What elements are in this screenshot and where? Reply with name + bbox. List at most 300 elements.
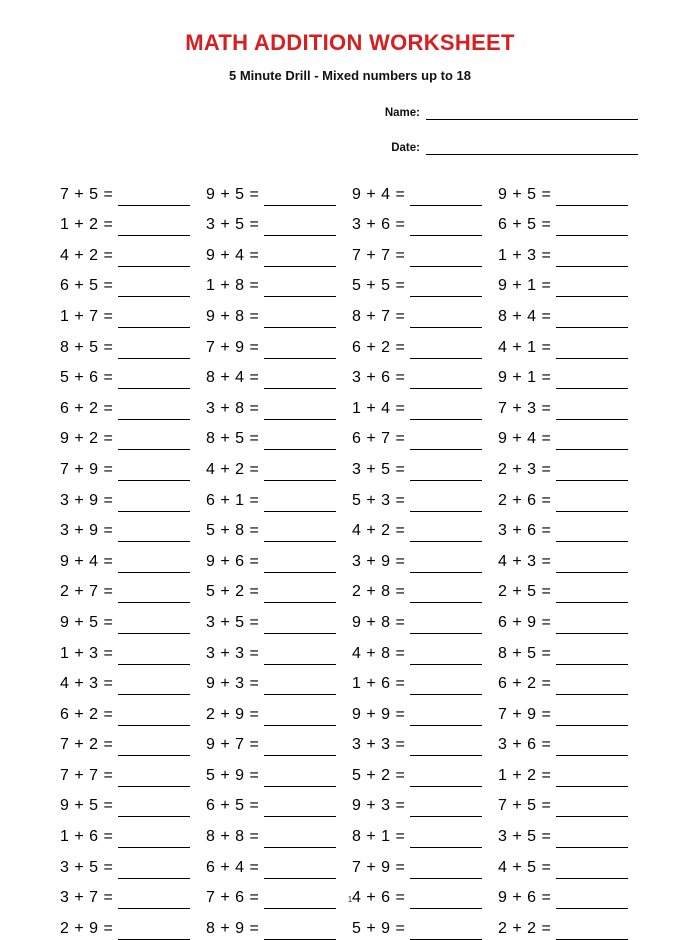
problem-row: [498, 267, 644, 298]
problem-expression: 9 + 4 =: [352, 185, 406, 203]
problems-grid: [0, 175, 700, 940]
problem-column-2: [206, 175, 352, 940]
problem-row: [60, 420, 206, 451]
problem-expression: 3 + 5 =: [498, 828, 552, 846]
problem-row: [60, 512, 206, 543]
problem-expression: 9 + 1 =: [498, 369, 552, 387]
answer-line[interactable]: [264, 278, 336, 297]
problem-expression: 2 + 7 =: [60, 583, 114, 601]
answer-line[interactable]: [556, 431, 628, 450]
problem-expression: 6 + 7 =: [352, 430, 406, 448]
problem-expression: 8 + 5 =: [60, 338, 114, 356]
problem-row: [498, 450, 644, 481]
answer-line[interactable]: [410, 431, 482, 450]
answer-line[interactable]: [118, 737, 190, 756]
problem-expression: 9 + 5 =: [60, 613, 114, 631]
problem-row: [498, 726, 644, 757]
answer-line[interactable]: [556, 676, 628, 695]
problem-expression: 4 + 2 =: [206, 460, 260, 478]
problem-row: [498, 542, 644, 573]
answer-line[interactable]: [264, 798, 336, 817]
problem-expression: 3 + 8 =: [206, 399, 260, 417]
problem-row: [498, 634, 644, 665]
answer-line[interactable]: [556, 309, 628, 328]
answer-line[interactable]: [410, 309, 482, 328]
answer-line[interactable]: [264, 340, 336, 359]
name-field-row: [0, 105, 638, 120]
answer-line[interactable]: [118, 860, 190, 879]
answer-line[interactable]: [264, 217, 336, 236]
problem-row: [60, 603, 206, 634]
answer-line[interactable]: [118, 248, 190, 267]
answer-line[interactable]: [118, 278, 190, 297]
answer-line[interactable]: [556, 860, 628, 879]
answer-line[interactable]: [410, 217, 482, 236]
problem-row: [60, 879, 206, 910]
date-label: Date:: [391, 142, 420, 154]
answer-line[interactable]: [264, 921, 336, 940]
problem-row: [498, 603, 644, 634]
answer-line[interactable]: [556, 462, 628, 481]
answer-line[interactable]: [264, 462, 336, 481]
problem-row: [206, 267, 352, 298]
problem-expression: 6 + 2 =: [352, 338, 406, 356]
problem-expression: 1 + 2 =: [498, 766, 552, 784]
problem-expression: 9 + 4 =: [206, 246, 260, 264]
problem-row: [206, 787, 352, 818]
answer-line[interactable]: [118, 829, 190, 848]
problem-expression: 9 + 6 =: [206, 552, 260, 570]
problem-row: [206, 420, 352, 451]
problem-row: [352, 359, 498, 390]
problem-expression: 6 + 2 =: [60, 705, 114, 723]
answer-line[interactable]: [118, 401, 190, 420]
problem-column-4: [498, 175, 644, 940]
problem-row: [206, 603, 352, 634]
answer-line[interactable]: [264, 309, 336, 328]
name-input-line[interactable]: [426, 105, 638, 120]
problem-row: [206, 665, 352, 696]
problem-row: [206, 726, 352, 757]
problem-expression: 9 + 4 =: [60, 552, 114, 570]
problem-expression: 9 + 2 =: [60, 430, 114, 448]
problem-row: [206, 848, 352, 879]
problem-row: [498, 756, 644, 787]
answer-line[interactable]: [410, 921, 482, 940]
problem-row: [206, 175, 352, 206]
problem-row: [206, 909, 352, 940]
problem-expression: 9 + 5 =: [60, 797, 114, 815]
problem-expression: 3 + 6 =: [498, 736, 552, 754]
problem-expression: 6 + 9 =: [498, 613, 552, 631]
problem-row: [352, 787, 498, 818]
problem-expression: 4 + 1 =: [498, 338, 552, 356]
problem-row: [60, 297, 206, 328]
problem-column-3: [352, 175, 498, 940]
answer-line[interactable]: [410, 187, 482, 206]
problem-row: [60, 206, 206, 237]
problem-row: [498, 206, 644, 237]
problem-expression: 1 + 8 =: [206, 277, 260, 295]
problem-expression: 2 + 6 =: [498, 491, 552, 509]
problem-expression: 4 + 5 =: [498, 858, 552, 876]
problem-row: [206, 879, 352, 910]
problem-expression: 5 + 5 =: [352, 277, 406, 295]
problem-row: [352, 726, 498, 757]
answer-line[interactable]: [410, 462, 482, 481]
problem-expression: 8 + 1 =: [352, 828, 406, 846]
problem-expression: 7 + 7 =: [352, 246, 406, 264]
answer-line[interactable]: [556, 248, 628, 267]
answer-line[interactable]: [556, 829, 628, 848]
answer-line[interactable]: [556, 278, 628, 297]
problem-row: [206, 512, 352, 543]
problem-expression: 3 + 9 =: [60, 522, 114, 540]
problem-expression: 6 + 5 =: [206, 797, 260, 815]
problem-row: [206, 359, 352, 390]
problem-expression: 9 + 8 =: [206, 307, 260, 325]
problem-row: [498, 695, 644, 726]
answer-line[interactable]: [264, 676, 336, 695]
problem-row: [498, 236, 644, 267]
answer-line[interactable]: [118, 554, 190, 573]
problem-row: [352, 879, 498, 910]
answer-line[interactable]: [556, 798, 628, 817]
problem-row: [498, 359, 644, 390]
answer-line[interactable]: [410, 554, 482, 573]
answer-line[interactable]: [410, 676, 482, 695]
answer-line[interactable]: [556, 707, 628, 726]
problem-expression: 9 + 7 =: [206, 736, 260, 754]
problem-row: [352, 695, 498, 726]
answer-line[interactable]: [556, 554, 628, 573]
problem-expression: 7 + 7 =: [60, 766, 114, 784]
answer-line[interactable]: [118, 707, 190, 726]
answer-line[interactable]: [410, 615, 482, 634]
problem-row: [352, 542, 498, 573]
problem-row: [352, 634, 498, 665]
problem-row: [60, 328, 206, 359]
problem-row: [206, 389, 352, 420]
answer-line[interactable]: [118, 676, 190, 695]
answer-line[interactable]: [118, 431, 190, 450]
problem-row: [352, 175, 498, 206]
problem-row: [60, 909, 206, 940]
answer-line[interactable]: [118, 768, 190, 787]
problem-row: [206, 297, 352, 328]
answer-line[interactable]: [264, 248, 336, 267]
answer-line[interactable]: [410, 737, 482, 756]
page-title: MATH ADDITION WORKSHEET: [185, 30, 515, 55]
answer-line[interactable]: [556, 523, 628, 542]
answer-line[interactable]: [410, 829, 482, 848]
problem-row: [498, 909, 644, 940]
problem-row: [352, 297, 498, 328]
problem-expression: 7 + 2 =: [60, 736, 114, 754]
problem-row: [352, 481, 498, 512]
problem-row: [498, 481, 644, 512]
problem-expression: 9 + 5 =: [206, 185, 260, 203]
problem-row: [498, 328, 644, 359]
problem-expression: 4 + 8 =: [352, 644, 406, 662]
problem-expression: 3 + 5 =: [206, 613, 260, 631]
problem-row: [498, 420, 644, 451]
problem-expression: 8 + 9 =: [206, 919, 260, 937]
problem-expression: 6 + 1 =: [206, 491, 260, 509]
problem-row: [60, 726, 206, 757]
page-number: 1: [347, 895, 353, 904]
problem-expression: 4 + 2 =: [352, 522, 406, 540]
answer-line[interactable]: [118, 523, 190, 542]
problem-row: [498, 787, 644, 818]
problem-expression: 3 + 6 =: [352, 369, 406, 387]
answer-line[interactable]: [118, 370, 190, 389]
answer-line[interactable]: [410, 370, 482, 389]
answer-line[interactable]: [556, 370, 628, 389]
problem-expression: 9 + 6 =: [498, 889, 552, 907]
problem-row: [60, 695, 206, 726]
answer-line[interactable]: [264, 707, 336, 726]
problem-expression: 7 + 9 =: [498, 705, 552, 723]
problem-expression: 9 + 8 =: [352, 613, 406, 631]
problem-expression: 8 + 4 =: [206, 369, 260, 387]
answer-line[interactable]: [118, 921, 190, 940]
problem-expression: 7 + 3 =: [498, 399, 552, 417]
problem-row: [352, 450, 498, 481]
answer-line[interactable]: [410, 278, 482, 297]
problem-row: [60, 817, 206, 848]
problem-expression: 7 + 9 =: [60, 460, 114, 478]
problem-row: [60, 450, 206, 481]
problem-row: [498, 573, 644, 604]
problem-expression: 1 + 6 =: [352, 675, 406, 693]
problem-row: [206, 236, 352, 267]
problem-row: [352, 389, 498, 420]
problem-expression: 3 + 9 =: [60, 491, 114, 509]
problem-row: [206, 817, 352, 848]
answer-line[interactable]: [410, 646, 482, 665]
problem-row: [206, 634, 352, 665]
problem-expression: 7 + 9 =: [352, 858, 406, 876]
problem-expression: 9 + 3 =: [352, 797, 406, 815]
problem-row: [352, 603, 498, 634]
name-label: Name:: [384, 107, 420, 119]
problem-row: [60, 481, 206, 512]
answer-line[interactable]: [118, 309, 190, 328]
answer-line[interactable]: [118, 615, 190, 634]
answer-line[interactable]: [264, 737, 336, 756]
problem-row: [498, 297, 644, 328]
answer-line[interactable]: [264, 431, 336, 450]
problem-row: [60, 359, 206, 390]
problem-expression: 3 + 6 =: [498, 522, 552, 540]
answer-line[interactable]: [556, 187, 628, 206]
worksheet-page: [0, 30, 700, 936]
problem-row: [60, 665, 206, 696]
problem-expression: 4 + 3 =: [60, 675, 114, 693]
problem-expression: 1 + 3 =: [498, 246, 552, 264]
problem-row: [352, 817, 498, 848]
problem-row: [206, 206, 352, 237]
problem-expression: 5 + 9 =: [352, 919, 406, 937]
problem-expression: 3 + 6 =: [352, 216, 406, 234]
problem-expression: 9 + 3 =: [206, 675, 260, 693]
answer-line[interactable]: [410, 707, 482, 726]
answer-line[interactable]: [556, 340, 628, 359]
problem-row: [498, 879, 644, 910]
answer-line[interactable]: [264, 768, 336, 787]
problem-expression: 8 + 5 =: [498, 644, 552, 662]
answer-line[interactable]: [410, 340, 482, 359]
problem-row: [352, 756, 498, 787]
problem-expression: 1 + 2 =: [60, 216, 114, 234]
answer-line[interactable]: [264, 187, 336, 206]
answer-line[interactable]: [264, 370, 336, 389]
problem-row: [352, 267, 498, 298]
problem-row: [498, 665, 644, 696]
answer-line[interactable]: [556, 921, 628, 940]
problem-expression: 5 + 2 =: [352, 766, 406, 784]
problem-expression: 4 + 2 =: [60, 246, 114, 264]
problem-row: [60, 175, 206, 206]
problem-row: [206, 328, 352, 359]
problem-expression: 3 + 5 =: [206, 216, 260, 234]
answer-line[interactable]: [556, 217, 628, 236]
answer-line[interactable]: [264, 554, 336, 573]
problem-row: [498, 848, 644, 879]
answer-line[interactable]: [410, 401, 482, 420]
problem-row: [60, 787, 206, 818]
answer-line[interactable]: [556, 615, 628, 634]
answer-line[interactable]: [264, 493, 336, 512]
problem-row: [352, 573, 498, 604]
date-input-line[interactable]: [426, 140, 638, 155]
problem-row: [60, 267, 206, 298]
answer-line[interactable]: [264, 401, 336, 420]
problem-row: [498, 389, 644, 420]
answer-line[interactable]: [264, 646, 336, 665]
problem-column-1: [60, 175, 206, 940]
problem-expression: 1 + 6 =: [60, 828, 114, 846]
answer-line[interactable]: [410, 798, 482, 817]
answer-line[interactable]: [556, 401, 628, 420]
problem-row: [352, 848, 498, 879]
answer-line[interactable]: [118, 798, 190, 817]
answer-line[interactable]: [118, 493, 190, 512]
problem-row: [206, 542, 352, 573]
problem-row: [498, 512, 644, 543]
date-field-row: [0, 140, 638, 155]
problem-expression: 3 + 3 =: [206, 644, 260, 662]
problem-expression: 9 + 9 =: [352, 705, 406, 723]
problem-expression: 6 + 2 =: [498, 675, 552, 693]
problem-expression: 7 + 6 =: [206, 889, 260, 907]
problem-row: [206, 481, 352, 512]
problem-expression: 6 + 2 =: [60, 399, 114, 417]
problem-expression: 2 + 8 =: [352, 583, 406, 601]
problem-row: [60, 542, 206, 573]
page-subtitle: 5 Minute Drill - Mixed numbers up to 18: [229, 68, 471, 83]
answer-line[interactable]: [556, 768, 628, 787]
answer-line[interactable]: [410, 248, 482, 267]
problem-row: [206, 450, 352, 481]
problem-row: [60, 756, 206, 787]
problem-expression: 5 + 9 =: [206, 766, 260, 784]
problem-row: [206, 695, 352, 726]
answer-line[interactable]: [410, 523, 482, 542]
problem-expression: 9 + 1 =: [498, 277, 552, 295]
problem-row: [352, 909, 498, 940]
answer-line[interactable]: [264, 615, 336, 634]
problem-expression: 9 + 5 =: [498, 185, 552, 203]
problem-expression: 2 + 2 =: [498, 919, 552, 937]
answer-line[interactable]: [118, 646, 190, 665]
problem-row: [352, 206, 498, 237]
problem-row: [60, 389, 206, 420]
problem-row: [60, 236, 206, 267]
answer-line[interactable]: [118, 340, 190, 359]
problem-expression: 6 + 4 =: [206, 858, 260, 876]
problem-expression: 1 + 3 =: [60, 644, 114, 662]
answer-line[interactable]: [410, 493, 482, 512]
problem-row: [498, 175, 644, 206]
problem-expression: 8 + 8 =: [206, 828, 260, 846]
answer-line[interactable]: [118, 187, 190, 206]
problem-expression: 2 + 9 =: [206, 705, 260, 723]
problem-expression: 4 + 6 =: [352, 889, 406, 907]
problem-expression: 5 + 2 =: [206, 583, 260, 601]
problem-expression: 7 + 5 =: [498, 797, 552, 815]
problem-expression: 5 + 3 =: [352, 491, 406, 509]
problem-expression: 5 + 8 =: [206, 522, 260, 540]
student-fields: [0, 105, 700, 155]
problem-row: [352, 236, 498, 267]
answer-line[interactable]: [264, 860, 336, 879]
answer-line[interactable]: [556, 493, 628, 512]
problem-row: [498, 817, 644, 848]
answer-line[interactable]: [556, 646, 628, 665]
answer-line[interactable]: [264, 523, 336, 542]
problem-expression: 2 + 9 =: [60, 919, 114, 937]
problem-expression: 1 + 7 =: [60, 307, 114, 325]
problem-expression: 3 + 3 =: [352, 736, 406, 754]
problem-expression: 9 + 4 =: [498, 430, 552, 448]
problem-row: [60, 573, 206, 604]
problem-expression: 2 + 5 =: [498, 583, 552, 601]
answer-line[interactable]: [118, 584, 190, 603]
problem-expression: 8 + 5 =: [206, 430, 260, 448]
answer-line[interactable]: [410, 584, 482, 603]
answer-line[interactable]: [556, 584, 628, 603]
problem-row: [60, 634, 206, 665]
problem-expression: 1 + 4 =: [352, 399, 406, 417]
problem-expression: 4 + 3 =: [498, 552, 552, 570]
answer-line[interactable]: [118, 462, 190, 481]
problem-row: [352, 420, 498, 451]
problem-expression: 3 + 5 =: [352, 460, 406, 478]
problem-expression: 5 + 6 =: [60, 369, 114, 387]
answer-line[interactable]: [264, 829, 336, 848]
answer-line[interactable]: [410, 860, 482, 879]
problem-row: [206, 756, 352, 787]
problem-row: [206, 573, 352, 604]
answer-line[interactable]: [556, 737, 628, 756]
problem-expression: 2 + 3 =: [498, 460, 552, 478]
answer-line[interactable]: [264, 584, 336, 603]
answer-line[interactable]: [118, 217, 190, 236]
answer-line[interactable]: [410, 768, 482, 787]
problem-expression: 8 + 4 =: [498, 307, 552, 325]
